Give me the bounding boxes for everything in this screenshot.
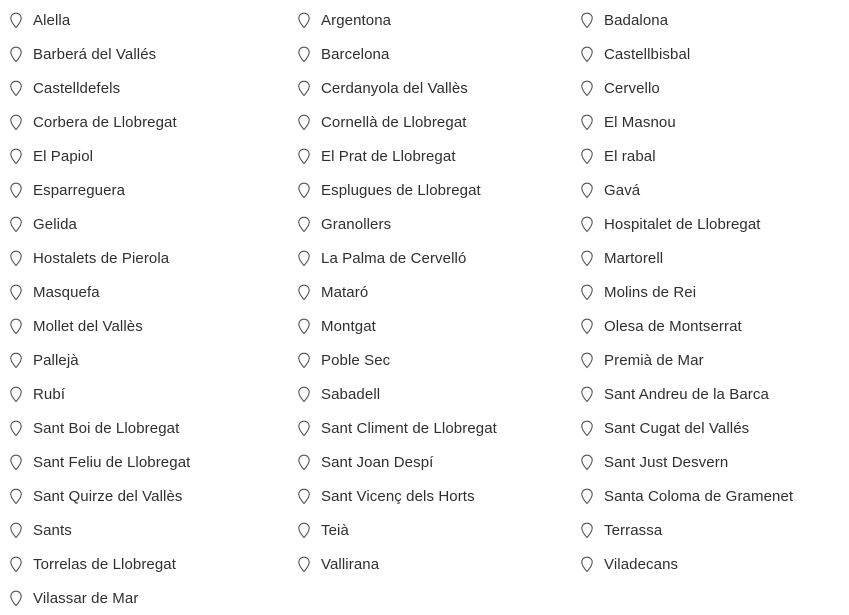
location-name: Viladecans <box>604 555 679 573</box>
map-pin-icon <box>297 148 311 165</box>
location-name: Barcelona <box>321 45 390 63</box>
map-pin-icon <box>9 556 23 573</box>
map-pin-icon <box>297 420 311 437</box>
location-name: Olesa de Montserrat <box>604 317 742 335</box>
location-name: Mataró <box>321 283 369 301</box>
location-name: Sant Boi de Llobregat <box>33 419 180 437</box>
list-item[interactable] <box>0 241 288 275</box>
location-name: Gavá <box>604 181 641 199</box>
location-name: Alella <box>33 11 71 29</box>
location-name: Barberá del Vallés <box>33 45 157 63</box>
map-pin-icon <box>9 46 23 63</box>
list-item[interactable] <box>571 411 849 445</box>
list-item[interactable] <box>288 71 571 105</box>
location-name: Sant Andreu de la Barca <box>604 385 769 403</box>
map-pin-icon <box>580 148 594 165</box>
location-name: Sant Quirze del Vallès <box>33 487 183 505</box>
list-item[interactable] <box>288 445 571 479</box>
list-item[interactable] <box>288 275 571 309</box>
map-pin-icon <box>297 284 311 301</box>
list-item[interactable] <box>571 173 849 207</box>
list-item[interactable] <box>288 139 571 173</box>
list-item[interactable] <box>0 513 288 547</box>
map-pin-icon <box>9 182 23 199</box>
list-item[interactable] <box>0 105 288 139</box>
map-pin-icon <box>297 488 311 505</box>
map-pin-icon <box>580 386 594 403</box>
location-name: Pallejà <box>33 351 79 369</box>
location-name: La Palma de Cervelló <box>321 249 467 267</box>
list-item[interactable] <box>288 343 571 377</box>
list-item[interactable] <box>0 173 288 207</box>
map-pin-icon <box>580 46 594 63</box>
map-pin-icon <box>9 352 23 369</box>
map-pin-icon <box>9 216 23 233</box>
map-pin-icon <box>297 114 311 131</box>
map-pin-icon <box>580 522 594 539</box>
map-pin-icon <box>9 454 23 471</box>
list-item[interactable] <box>288 207 571 241</box>
map-pin-icon <box>580 488 594 505</box>
location-name: Cervello <box>604 79 660 97</box>
list-item[interactable] <box>571 309 849 343</box>
map-pin-icon <box>9 590 23 607</box>
map-pin-icon <box>297 522 311 539</box>
location-name: Sant Cugat del Vallés <box>604 419 750 437</box>
map-pin-icon <box>297 182 311 199</box>
list-item[interactable] <box>571 139 849 173</box>
location-name: Poble Sec <box>321 351 391 369</box>
location-name: Cerdanyola del Vallès <box>321 79 468 97</box>
map-pin-icon <box>9 488 23 505</box>
list-item-placeholder <box>571 581 849 615</box>
list-item[interactable] <box>571 241 849 275</box>
location-name: Sant Joan Despí <box>321 453 434 471</box>
list-item[interactable] <box>288 547 571 581</box>
map-pin-icon <box>580 454 594 471</box>
location-name: Premià de Mar <box>604 351 704 369</box>
location-name: Granollers <box>321 215 392 233</box>
list-item[interactable] <box>571 37 849 71</box>
list-item[interactable] <box>571 445 849 479</box>
list-item[interactable] <box>571 275 849 309</box>
list-item[interactable] <box>288 513 571 547</box>
list-item[interactable] <box>288 309 571 343</box>
location-name: Sant Just Desvern <box>604 453 729 471</box>
location-name: Corbera de Llobregat <box>33 113 177 131</box>
location-name: Mollet del Vallès <box>33 317 143 335</box>
list-item[interactable] <box>0 411 288 445</box>
list-item[interactable] <box>0 309 288 343</box>
location-name: El rabal <box>604 147 656 165</box>
location-name: Argentona <box>321 11 392 29</box>
list-item[interactable] <box>0 445 288 479</box>
list-item[interactable] <box>571 71 849 105</box>
location-name: Castellbisbal <box>604 45 691 63</box>
location-name: Hospitalet de Llobregat <box>604 215 761 233</box>
map-pin-icon <box>580 216 594 233</box>
location-name: El Prat de Llobregat <box>321 147 456 165</box>
list-item[interactable] <box>0 139 288 173</box>
location-name: Martorell <box>604 249 664 267</box>
map-pin-icon <box>580 420 594 437</box>
list-item[interactable] <box>288 241 571 275</box>
map-pin-icon <box>297 80 311 97</box>
map-pin-icon <box>9 114 23 131</box>
map-pin-icon <box>297 12 311 29</box>
location-name: Terrassa <box>604 521 663 539</box>
list-item[interactable] <box>288 479 571 513</box>
map-pin-icon <box>580 556 594 573</box>
location-name: Castelldefels <box>33 79 121 97</box>
location-name: Vilassar de Mar <box>33 589 139 607</box>
list-item[interactable] <box>288 377 571 411</box>
location-name: Torrelas de Llobregat <box>33 555 177 573</box>
location-name: Sant Vicenç dels Horts <box>321 487 475 505</box>
location-name: Esparreguera <box>33 181 126 199</box>
location-name: Montgat <box>321 317 376 335</box>
map-pin-icon <box>297 250 311 267</box>
list-item[interactable] <box>571 3 849 37</box>
location-name: Cornellà de Llobregat <box>321 113 467 131</box>
map-pin-icon <box>297 46 311 63</box>
map-pin-icon <box>9 318 23 335</box>
list-item[interactable] <box>288 173 571 207</box>
map-pin-icon <box>297 352 311 369</box>
list-item[interactable] <box>0 343 288 377</box>
list-item[interactable] <box>0 581 288 615</box>
map-pin-icon <box>9 250 23 267</box>
map-pin-icon <box>580 114 594 131</box>
map-pin-icon <box>9 148 23 165</box>
location-name: Teià <box>321 521 349 539</box>
location-name: Esplugues de Llobregat <box>321 181 481 199</box>
map-pin-icon <box>297 216 311 233</box>
location-name: Gelida <box>33 215 77 233</box>
map-pin-icon <box>297 386 311 403</box>
location-name: Badalona <box>604 11 669 29</box>
list-item[interactable] <box>571 479 849 513</box>
map-pin-icon <box>297 318 311 335</box>
list-item[interactable] <box>571 207 849 241</box>
map-pin-icon <box>580 284 594 301</box>
list-item[interactable] <box>0 37 288 71</box>
map-pin-icon <box>9 80 23 97</box>
list-item[interactable] <box>571 547 849 581</box>
list-item[interactable] <box>0 3 288 37</box>
list-item[interactable] <box>288 105 571 139</box>
list-item-placeholder <box>288 581 571 615</box>
map-pin-icon <box>9 12 23 29</box>
map-pin-icon <box>580 182 594 199</box>
map-pin-icon <box>297 556 311 573</box>
map-pin-icon <box>580 80 594 97</box>
map-pin-icon <box>9 386 23 403</box>
location-name: Santa Coloma de Gramenet <box>604 487 794 505</box>
map-pin-icon <box>580 12 594 29</box>
map-pin-icon <box>580 318 594 335</box>
location-name: Sant Feliu de Llobregat <box>33 453 191 471</box>
map-pin-icon <box>580 250 594 267</box>
list-item[interactable] <box>0 479 288 513</box>
list-item[interactable] <box>571 513 849 547</box>
location-name: Sants <box>33 521 72 539</box>
map-pin-icon <box>9 420 23 437</box>
location-name: Molins de Rei <box>604 283 697 301</box>
map-pin-icon <box>9 284 23 301</box>
location-name: Sant Climent de Llobregat <box>321 419 497 437</box>
location-name: El Papiol <box>33 147 94 165</box>
list-item[interactable] <box>0 275 288 309</box>
map-pin-icon <box>580 352 594 369</box>
list-item[interactable] <box>288 411 571 445</box>
location-name: Masquefa <box>33 283 100 301</box>
list-item[interactable] <box>571 105 849 139</box>
map-pin-icon <box>297 454 311 471</box>
location-name: Vallirana <box>321 555 380 573</box>
location-name: El Masnou <box>604 113 676 131</box>
location-name: Hostalets de Pierola <box>33 249 170 267</box>
location-name: Sabadell <box>321 385 381 403</box>
list-item[interactable] <box>571 377 849 411</box>
list-item[interactable] <box>0 547 288 581</box>
map-pin-icon <box>9 522 23 539</box>
list-item[interactable] <box>0 207 288 241</box>
list-item[interactable] <box>288 37 571 71</box>
list-item[interactable] <box>288 3 571 37</box>
list-item[interactable] <box>0 71 288 105</box>
list-item[interactable] <box>571 343 849 377</box>
list-item[interactable] <box>0 377 288 411</box>
location-name: Rubí <box>33 385 66 403</box>
